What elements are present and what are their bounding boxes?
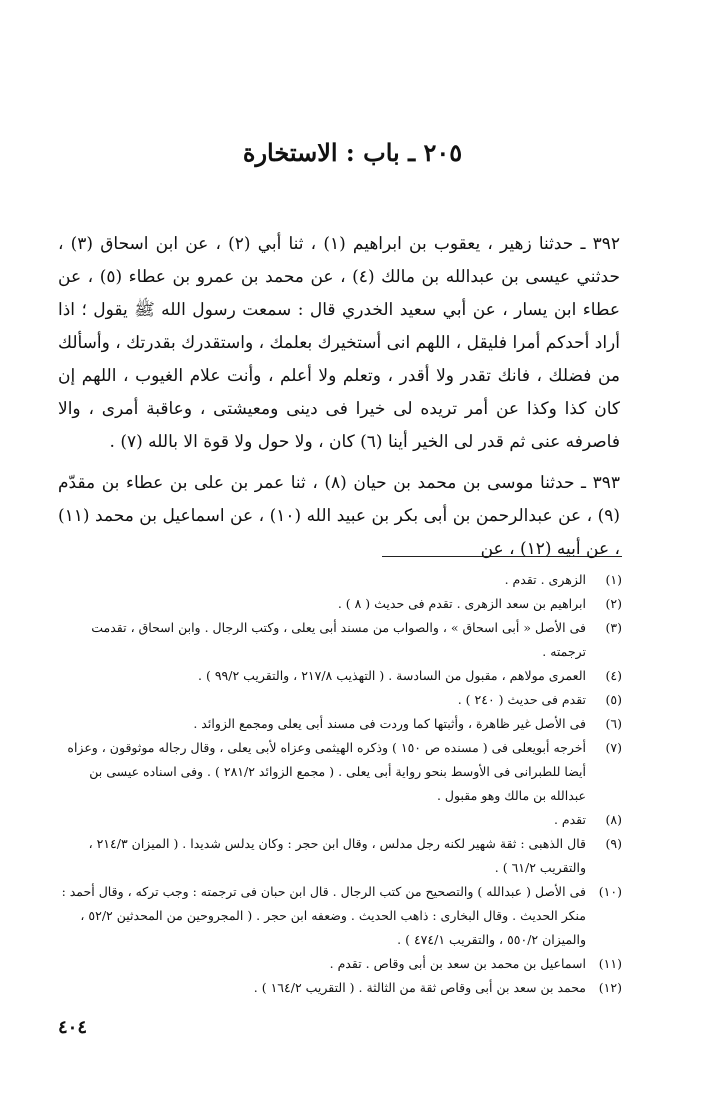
footnote-text: الزهرى . تقدم . [504, 572, 586, 587]
footnote-number: (٩) [605, 836, 622, 851]
footnote [60, 712, 622, 736]
footnote [60, 664, 622, 688]
footnote-number: (٨) [605, 812, 622, 827]
footnote-number: (٧) [605, 740, 622, 755]
footnote-text: فى الأصل « أبى اسحاق » ، والصواب من مسند أبى يعلى ، وكتب الرجال . وابن اسحاق ، تقدمت ترجمته . [91, 620, 586, 659]
page-number: ٤٠٤ [58, 1017, 88, 1038]
footnote [60, 832, 622, 880]
footnote-number: (٣) [605, 620, 622, 635]
footnote [60, 592, 622, 616]
hadith-392: ٣٩٢ ـ حدثنا زهير ، يعقوب بن ابراهيم (١) ، ثنا أبي (٢) ، عن ابن اسحاق (٣) ، حدثني عيسى بن عبدالله بن مالك (٤) ، عن محمد بن عمرو بن عطاء (٥) ، عن عطاء ابن يسار ، عن أبي سعيد الخدري قال : سمعت رسول الله ﷺ يقول ؛ اذا أراد أحدكم أمرا فليقل ، اللهم انى أستخيرك بعلمك ، واستقدرك بقدرتك ، وأسألك من فضلك ، فانك تقدر ولا أقدر ، وتعلم ولا أعلم ، وأنت علام الغيوب ، اللهم إن كان كذا وكذا عن أمر تريده لى خيرا فى دينى ومعيشتى ، وعاقبة أمرى ، والا فاصرفه عنى ثم قدر لى الخير أينا (٦) كان ، ولا حول ولا قوة الا بالله (٧) . [58, 234, 620, 452]
footnote-number: (١٠) [598, 884, 622, 899]
footnote-text: أخرجه أبويعلى فى ( مسنده ص ١٥٠ ) وذكره الهيثمى وعزاه لأبى يعلى ، وقال رجاله موثوقون ، وعزاه أيضا للطبرانى فى الأوسط بنحو رواية أبى يعلى . ( مجمع الزوائد ٢٨١/٢ ) . وفى اسناده عيسى بن عبدالله بن مالك وهو مقبول . [67, 740, 586, 803]
footnote [60, 880, 622, 952]
footnote-number: (١١) [598, 956, 622, 971]
footnote-number: (٦) [605, 716, 622, 731]
footnote [60, 976, 622, 1000]
footnote-text: فى الأصل غير ظاهرة ، وأثبتها كما وردت فى مسند أبى يعلى ومجمع الزوائد . [193, 716, 586, 731]
footnote-number: (٤) [605, 668, 622, 683]
footnote [60, 952, 622, 976]
footnote [60, 616, 622, 664]
footnote-text: العمرى مولاهم ، مقبول من السادسة . ( التهذيب ٢١٧/٨ ، والتقريب ٩٩/٢ ) . [198, 668, 586, 683]
footnote-number: (٢) [605, 596, 622, 611]
footnote-divider [382, 556, 622, 557]
footnotes [60, 568, 622, 1000]
footnote-text: تقدم . [553, 812, 586, 827]
footnote [60, 736, 622, 808]
footnote-text: قال الذهبى : ثقة شهير لكنه رجل مدلس ، وقال ابن حجر : وكان يدلس شديدا . ( الميزان ٢١٤/٣ ، والتقريب ٦١/٢ ) . [88, 836, 586, 875]
footnote-text: فى الأصل ( عبدالله ) والتصحيح من كتب الرجال . قال ابن حبان فى ترجمته : وجب تركه ، وقال أحمد : منكر الحديث . وقال البخارى : ذاهب الحديث . وضعفه ابن حجر . ( المجروحين من المحدثين ٥٢/٢ ، والميزان ٥٥٠/٢ ، والتقريب ٤٧٤/١ ) . [61, 884, 586, 947]
footnote-number: (١) [605, 572, 622, 587]
footnote-text: ابراهيم بن سعد الزهرى . تقدم فى حديث ( ٨ ) . [337, 596, 586, 611]
footnote-number: (١٢) [598, 980, 622, 995]
footnote-text: محمد بن سعد بن أبى وقاص ثقة من الثالثة . ( التقريب ١٦٤/٢ ) . [253, 980, 586, 995]
hadith-393: ٣٩٣ ـ حدثنا موسى بن محمد بن حيان (٨) ، ثنا عمر بن على بن عطاء بن مقدّم (٩) ، عن عبدالرحمن بن أبى بكر بن عبيد الله (١٠) ، عن اسماعيل بن محمد (١١) ، عن أبيه (١٢) ، عن [58, 473, 620, 559]
footnote-text: اسماعيل بن محمد بن سعد بن أبى وقاص . تقدم . [329, 956, 586, 971]
main-text [58, 228, 620, 574]
chapter-heading: ٢٠٥ ـ باب : الاستخارة [242, 138, 463, 167]
footnote [60, 688, 622, 712]
footnote-text: تقدم فى حديث ( ٢٤٠ ) . [457, 692, 586, 707]
footnote [60, 808, 622, 832]
footnote-number: (٥) [605, 692, 622, 707]
footnote [60, 568, 622, 592]
